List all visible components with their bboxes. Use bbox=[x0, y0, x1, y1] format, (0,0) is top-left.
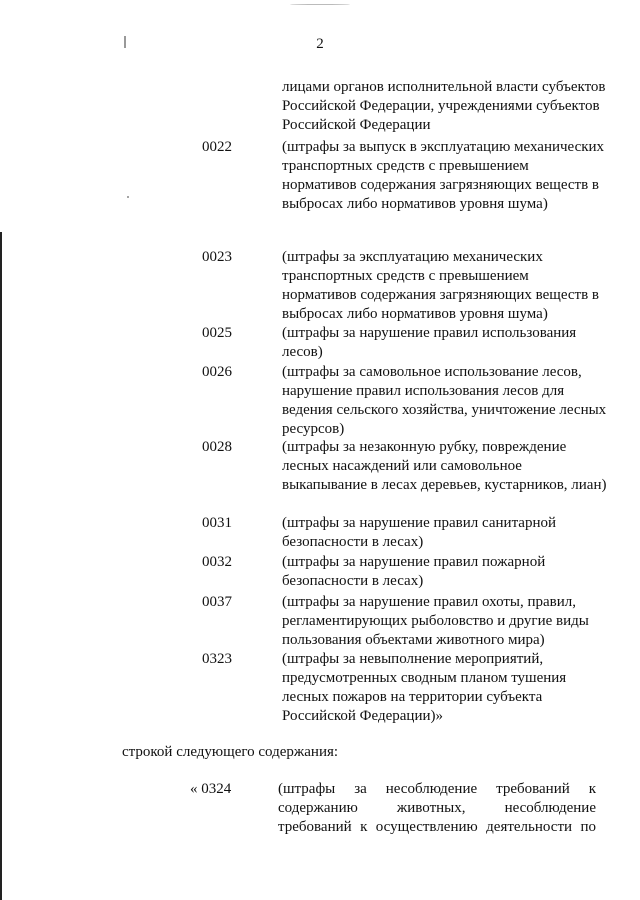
bridge-text: строкой следующего содержания: bbox=[122, 744, 339, 760]
entry-code: 0032 bbox=[202, 554, 232, 570]
new-entry-code: « 0324 bbox=[190, 781, 232, 797]
entry-description: (штрафы за самовольное использование лесов, нарушение правил использования лесов для ведения сельского хозяйства, уничтожение лесных ресурсов) bbox=[282, 364, 607, 437]
entry-code: 0022 bbox=[202, 139, 232, 155]
entry-description: (штрафы за выпуск в эксплуатацию механических транспортных средств с превышением нормативов содержания загрязняющих веществ в выбросах либо нормативов уровня шума) bbox=[282, 139, 605, 212]
intro-text: лицами органов исполнительной власти субъектов Российской Федерации, учреждениями субъектов Российской Федерации bbox=[282, 79, 606, 133]
entry-code: 0031 bbox=[202, 515, 232, 531]
entry-description: (штрафы за эксплуатацию механических транспортных средств с превышением нормативов содержания загрязняющих веществ в выбросах либо нормативов уровня шума) bbox=[282, 249, 599, 322]
entry-description: (штрафы за невыполнение мероприятий, предусмотренных сводным планом тушения лесных пожаров на территории субъекта Российской Федерации)» bbox=[282, 651, 567, 724]
entry-description: (штрафы за нарушение правил санитарной безопасности в лесах) bbox=[282, 515, 557, 550]
entry-description: (штрафы за незаконную рубку, повреждение лесных насаждений или самовольное выкапывание в лесах деревьев, кустарников, лиан) bbox=[282, 439, 607, 493]
scan-speck bbox=[290, 4, 350, 5]
entry-code: 0026 bbox=[202, 364, 232, 380]
entry-code: 0028 bbox=[202, 439, 232, 455]
page-number: 2 bbox=[316, 36, 324, 52]
scan-speck bbox=[127, 196, 129, 198]
entry-code: 0037 bbox=[202, 594, 232, 610]
scan-edge-line bbox=[0, 232, 2, 900]
entry-description: (штрафы за нарушение правил использования лесов) bbox=[282, 325, 577, 360]
entry-code: 0025 bbox=[202, 325, 232, 341]
entry-code: 0323 bbox=[202, 651, 232, 667]
entry-description: (штрафы за нарушение правил охоты, правил, регламентирующих рыболовство и другие виды пользования объектами животного мира) bbox=[282, 594, 589, 648]
entry-code: 0023 bbox=[202, 249, 232, 265]
entry-description: (штрафы за нарушение правил пожарной безопасности в лесах) bbox=[282, 554, 546, 589]
new-entry-text: (штрафы за несоблюдение требований к содержанию животных, несоблюдение требований к осуществлению деятельности по bbox=[278, 781, 596, 835]
